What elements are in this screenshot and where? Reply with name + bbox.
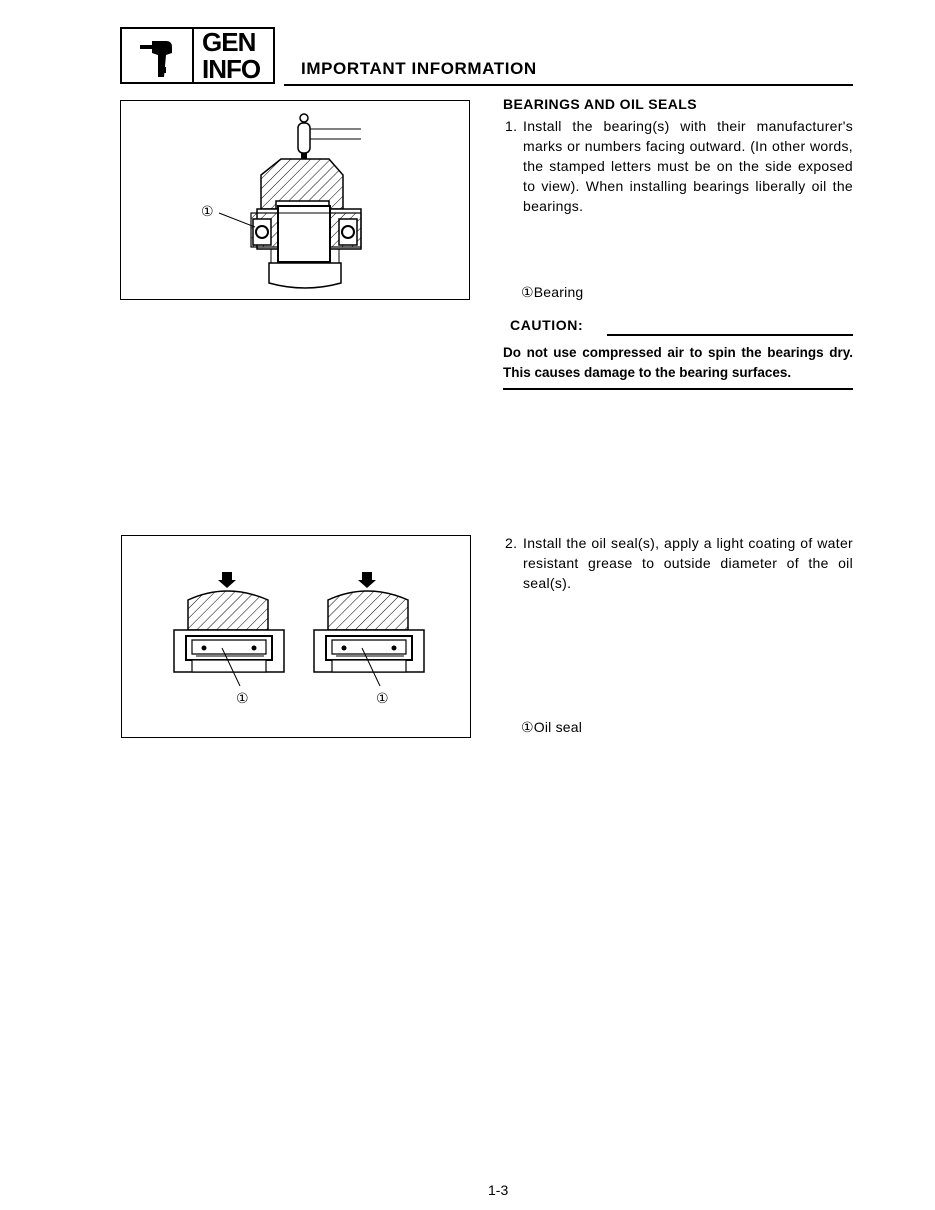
logo-line-info: INFO <box>202 54 261 84</box>
bearing-illustration <box>121 101 471 301</box>
caution-rule <box>607 334 853 336</box>
oil-seal-callout-left: ① <box>236 691 249 707</box>
caution-label: CAUTION: <box>510 317 584 333</box>
page-title: IMPORTANT INFORMATION <box>301 59 537 78</box>
bearing-figure <box>120 100 470 300</box>
header-rule <box>284 84 853 86</box>
oil-seal-illustration <box>122 536 472 739</box>
oil-seal-callout-right: ① <box>376 691 389 707</box>
oil-seal-figure <box>121 535 471 738</box>
section-logo <box>120 27 275 84</box>
step-2 <box>505 533 853 593</box>
step-1-number: 1. <box>505 118 518 134</box>
outboard-motor-icon <box>136 33 184 81</box>
caution-text: Do not use compressed air to spin the bearings dry. This causes damage to the bearing surfaces. <box>503 345 853 380</box>
step-2-number: 2. <box>505 535 518 551</box>
page-number: 1-3 <box>488 1182 509 1198</box>
logo-line-gen: GEN <box>202 27 256 57</box>
caution-bottom-rule <box>503 388 853 390</box>
bearing-callout: ① <box>201 204 214 220</box>
bearing-legend-label: Bearing <box>533 284 584 300</box>
oil-seal-legend-label: Oil seal <box>533 719 583 735</box>
bearing-legend <box>521 284 583 301</box>
step-1-text: Install the bearing(s) with their manufacturer's marks or numbers facing outward. (In other words, the stamped letters must be on the side exposed to view). When installing bearings liberally oil the bearings. <box>523 118 853 214</box>
step-1 <box>505 116 853 216</box>
section-title: BEARINGS AND OIL SEALS <box>503 96 697 112</box>
logo-divider <box>192 29 194 82</box>
bearing-legend-marker: ① <box>521 285 534 301</box>
logo-text <box>202 29 272 83</box>
step-2-text: Install the oil seal(s), apply a light coating of water resistant grease to outside diameter of the oil seal(s). <box>523 535 853 591</box>
oil-seal-legend-marker: ① <box>521 720 534 736</box>
oil-seal-legend <box>521 719 582 736</box>
